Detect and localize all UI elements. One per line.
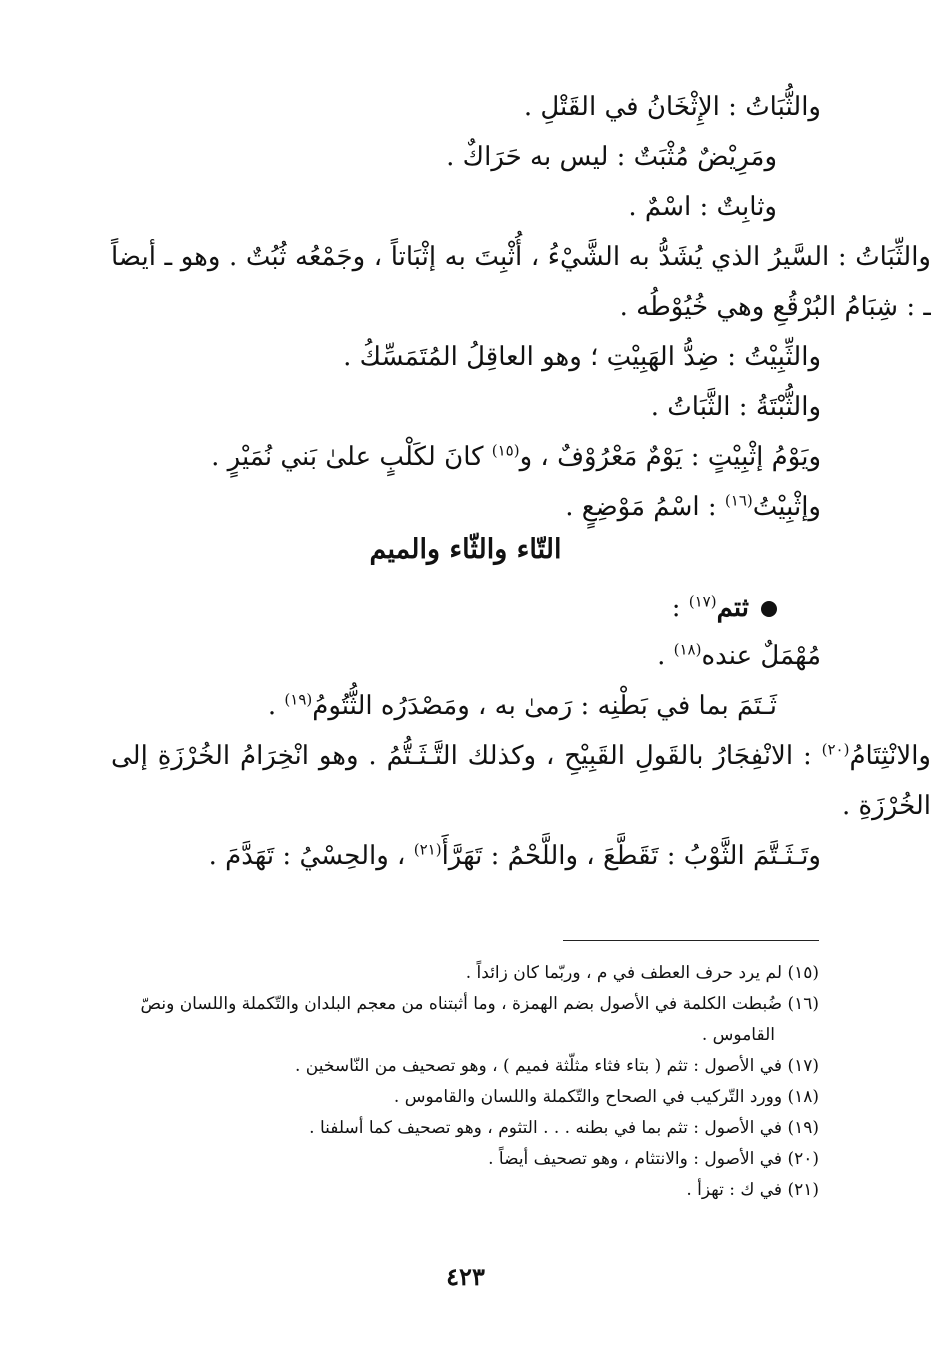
footnote-21: (٢١) في ك : تهزأ . (686, 1180, 819, 1200)
entry-text: ويَوْمُ إثْبِيْتٍ : يَوْمٌ مَعْرُوْفٌ ، و (519, 442, 821, 472)
footnote-ref: (١٩) (284, 690, 313, 709)
entry-thatama (121, 681, 821, 731)
entry-text: كانَ لكَلْبٍ علىٰ بَني نُمَيْرٍ . (211, 442, 492, 472)
footnote-ref: (٢١) (413, 840, 442, 859)
entry-thabit: وثابِتٌ : اسْمٌ . (628, 192, 777, 222)
footnotes (84, 958, 819, 1206)
footnote-ref: (١٦) (724, 491, 753, 510)
section-heading: التّاء والثّاء والميم (369, 534, 562, 565)
entry-tathattama (121, 831, 821, 881)
footnote-ref: (٢٠) (821, 740, 850, 759)
footnote-divider (563, 940, 819, 941)
entry-text: وتَـثَـتَّمَ الثَّوْبُ : تَقَطَّعَ ، واللَّحْمُ : تَهَرَّأَ (441, 841, 821, 871)
entries-top (111, 82, 931, 532)
entry-thubat: والثُّبَاتُ : الإِثْخَانُ في القَتْلِ . (523, 92, 821, 122)
entry-yawm-ithbit (121, 432, 821, 482)
entry-thubta: والثُّبْتَةُ : الثَّبَاتُ . (650, 392, 821, 422)
entry-muhmal (121, 631, 821, 681)
footnote-17: (١٧) في الأصول : تثم ( بتاء فثاء مثلّثة فميم ) ، وهو تصحيف من النّاسخين . (295, 1056, 819, 1076)
footnote-ref: (١٨) (673, 640, 702, 659)
footnote-19: (١٩) في الأصول : تثم بما في بطنه . . . التثوم ، وهو تصحيف كما أسلفنا . (309, 1118, 819, 1138)
entry-text: مُهْمَلٌ عنده (701, 641, 821, 671)
footnote-18: (١٨) وورد التّركيب في الصحاح والتّكملة واللسان والقاموس . (393, 1087, 819, 1107)
entry-text: وإثْبِيْتُ (752, 492, 821, 522)
footnote-ref: (١٧) (688, 592, 717, 611)
root-word: ثتم (716, 593, 749, 623)
entries-bottom (111, 585, 931, 881)
entry-text: . (267, 691, 285, 721)
footnote-16: (١٦) ضُبطت الكلمة في الأصول بضم الهمزة ، وما أثبتناه من معجم البلدان والتّكملة واللسان ونصّ (140, 994, 819, 1014)
page-number: ٤٢٣ (446, 1262, 485, 1291)
root-colon: : (671, 593, 689, 623)
bullet-icon (761, 601, 777, 617)
entry-text: والانْثِتَامُ (849, 741, 931, 771)
entry-thibat: والثِّبَاتُ : السَّيرُ الذي يُشَدُّ به الشَّيْءُ ، أُثْبِتَ به إثْبَاتاً ، وجَمْعُه ثُبُتٌ . وهو ـ أيضاً ـ : شِبَامُ البُرْقُعِ وهي خُيُوْطُه . (111, 242, 931, 322)
entry-text: . (657, 641, 674, 671)
entry-text: : اسْمُ مَوْضِعٍ . (565, 492, 725, 522)
entry-text: : الانْفِجَارُ بالقَولِ القَبِيْحِ ، وكذلك التَّـثَـتُّمُ . وهو انْخِرَامُ الخُرْزَةِ إلى الخُرْزَةِ . (111, 741, 931, 821)
footnote-15: (١٥) لم يرد حرف العطف في م ، وربّما كان زائداً . (465, 963, 819, 983)
entry-marid-muthbat: ومَرِيْضٌ مُثْبَتٌ : ليس به حَرَاكٌ . (446, 142, 777, 172)
root-heading (121, 585, 821, 631)
footnote-16-continued: القاموس . (701, 1025, 775, 1045)
footnote-ref: (١٥) (491, 441, 520, 460)
entry-text: ثَـتَمَ بما في بَطْنِه : رَمىٰ به ، ومَصْدَرُه الثُّتُومُ (312, 691, 777, 721)
entry-thabit-opposite: والثِّبِيْتُ : ضِدُّ الهَبِيْتِ ؛ وهو العاقِلُ المُتَمَسِّكُ . (343, 342, 821, 372)
entry-ithbit-place (121, 482, 821, 532)
entry-intitham (111, 731, 931, 831)
entry-text: ، والحِسْيُ : تَهَدَّمَ . (208, 841, 414, 871)
footnote-20: (٢٠) في الأصول : والانتثام ، وهو تصحيف أيضاً . (488, 1149, 819, 1169)
